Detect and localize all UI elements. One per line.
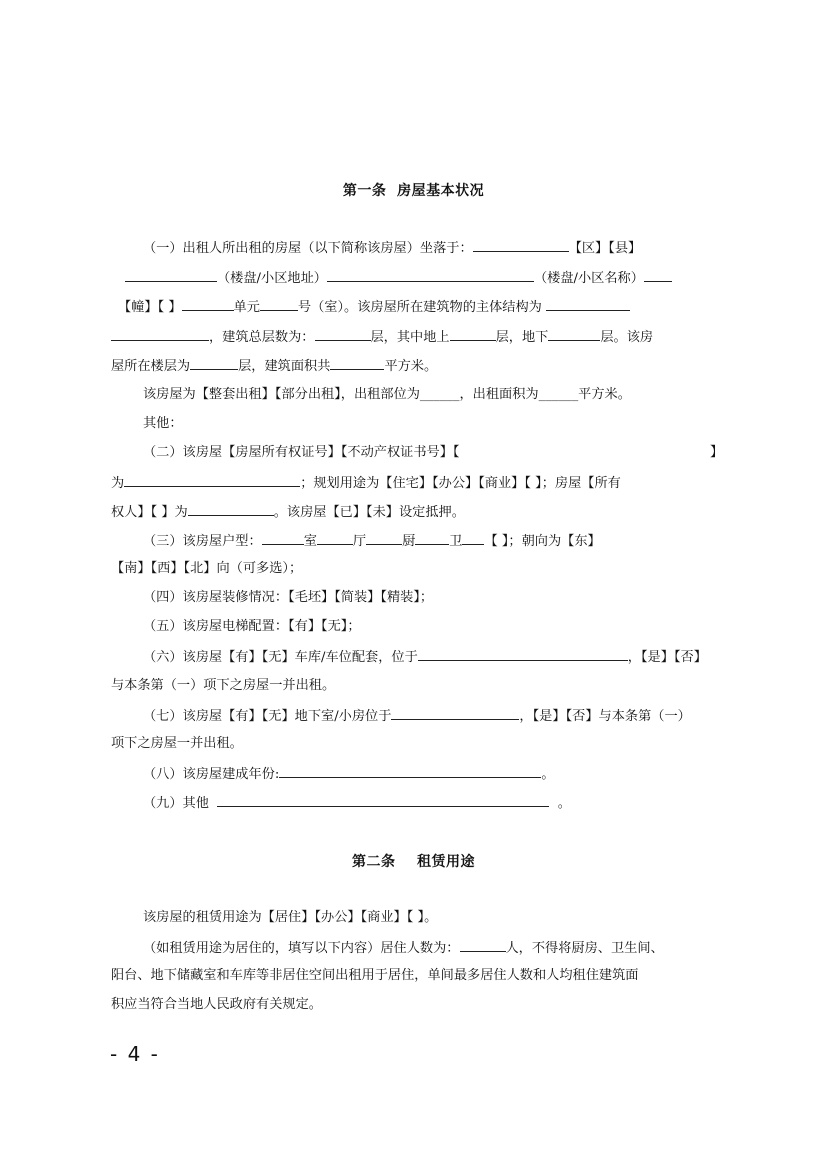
other-info-blank[interactable] bbox=[217, 792, 549, 807]
clause-2-line-2: 为 ；规划用途为【住宅】【办公】【商业】【 】；房屋【所有 bbox=[111, 472, 621, 494]
clause-1-line-2: （楼盘/小区地址） （楼盘/小区名称） bbox=[125, 267, 672, 289]
address-blank[interactable] bbox=[327, 267, 534, 282]
building-blank[interactable] bbox=[644, 267, 672, 282]
location-blank[interactable] bbox=[473, 237, 569, 252]
clause-7-line-1: （七）该房屋【有】【无】地下室/小房位于 ，【是】【否】与本条第（一） bbox=[143, 705, 691, 727]
district-blank[interactable] bbox=[125, 267, 217, 282]
clause-2-line-1: （二）该房屋【房屋所有权证号】【不动产权证书号】【 bbox=[143, 445, 460, 460]
halls-blank[interactable] bbox=[317, 530, 353, 545]
basement-location-blank[interactable] bbox=[391, 705, 519, 720]
clause-5-line: （五）该房屋电梯配置：【有】【无】； bbox=[143, 619, 361, 634]
clause-9-line: （九）其他 。 bbox=[143, 792, 571, 814]
bathrooms-blank[interactable] bbox=[415, 530, 449, 545]
floor-blank[interactable] bbox=[190, 355, 238, 370]
above-ground-floors-blank[interactable] bbox=[450, 326, 496, 341]
occupancy-line-3: 积应当符合当地人民政府有关规定。 bbox=[111, 997, 322, 1012]
structure-blank[interactable] bbox=[546, 296, 630, 311]
page-number: - 4 - bbox=[110, 1042, 160, 1066]
garage-location-blank[interactable] bbox=[418, 646, 628, 661]
clause-6-line-2: 与本条第（一）项下之房屋一并出租。 bbox=[111, 678, 336, 693]
clause-4-line: （四）该房屋装修情况：【毛坯】【简装】【精装】； bbox=[143, 590, 434, 605]
clause-1-line-1: （一）出租人所出租的房屋（以下简称该房屋）坐落于： 【区】【县】 bbox=[143, 237, 641, 259]
clause-2-line-3: 权人】【 】为 。该房屋【已】【未】设定抵押。 bbox=[111, 501, 465, 523]
other-line: 其他： bbox=[143, 416, 183, 431]
clause-3-line-1: （三）该房屋户型： 室 厅 厨 卫 【 】；朝向为【东】 bbox=[143, 530, 601, 552]
clause-1-line-4: ，建筑总层数为： 层，其中地上 层，地下 层。该房 bbox=[111, 326, 653, 348]
total-floors-blank[interactable] bbox=[315, 326, 371, 341]
rental-type-line: 该房屋为【整套出租】【部分出租】，出租部位为______，出租面积为______平方米。 bbox=[143, 387, 631, 402]
clause-3-line-2: 【南】【西】【北】向（可多选）； bbox=[111, 561, 303, 576]
occupants-blank[interactable] bbox=[460, 937, 506, 952]
usage-line: 该房屋的租赁用途为【居住】【办公】【商业】【 】。 bbox=[143, 910, 438, 925]
occupancy-line-1: （如租赁用途为居住的，填写以下内容）居住人数为： 人，不得将厨房、卫生间、 bbox=[143, 937, 664, 959]
article-1-heading: 第一条 房屋基本状况 bbox=[342, 183, 485, 199]
clause-2-bracket-close: 】 bbox=[710, 445, 724, 460]
build-year-blank[interactable] bbox=[279, 763, 541, 778]
clause-6-line-1: （六）该房屋【有】【无】车库/车位配套，位于 ，【是】【否】 bbox=[143, 646, 707, 668]
article-2-heading: 第二条 租赁用途 bbox=[352, 854, 475, 870]
clause-8-line: （八）该房屋建成年份: 。 bbox=[143, 763, 555, 785]
clause-1-line-5: 屋所在楼层为 层，建筑面积共 平方米。 bbox=[111, 355, 437, 377]
room-number-blank[interactable] bbox=[260, 296, 298, 311]
clause-7-line-2: 项下之房屋一并出租。 bbox=[111, 736, 243, 751]
rooms-blank[interactable] bbox=[262, 530, 304, 545]
clause-1-line-3: 【幢】【 】 单元 号（室）。该房屋所在建筑物的主体结构为 bbox=[118, 296, 630, 318]
owner-blank[interactable] bbox=[188, 501, 274, 516]
area-blank[interactable] bbox=[330, 355, 384, 370]
occupancy-line-2: 阳台、地下储藏室和车库等非居住空间出租用于居住，单间最多居住人数和人均租住建筑面 bbox=[111, 968, 639, 983]
other-layout-blank[interactable] bbox=[462, 530, 484, 545]
kitchens-blank[interactable] bbox=[366, 530, 402, 545]
underground-floors-blank[interactable] bbox=[548, 326, 600, 341]
structure-blank-cont[interactable] bbox=[111, 326, 209, 341]
unit-blank[interactable] bbox=[182, 296, 234, 311]
certificate-number-blank[interactable] bbox=[124, 472, 300, 487]
